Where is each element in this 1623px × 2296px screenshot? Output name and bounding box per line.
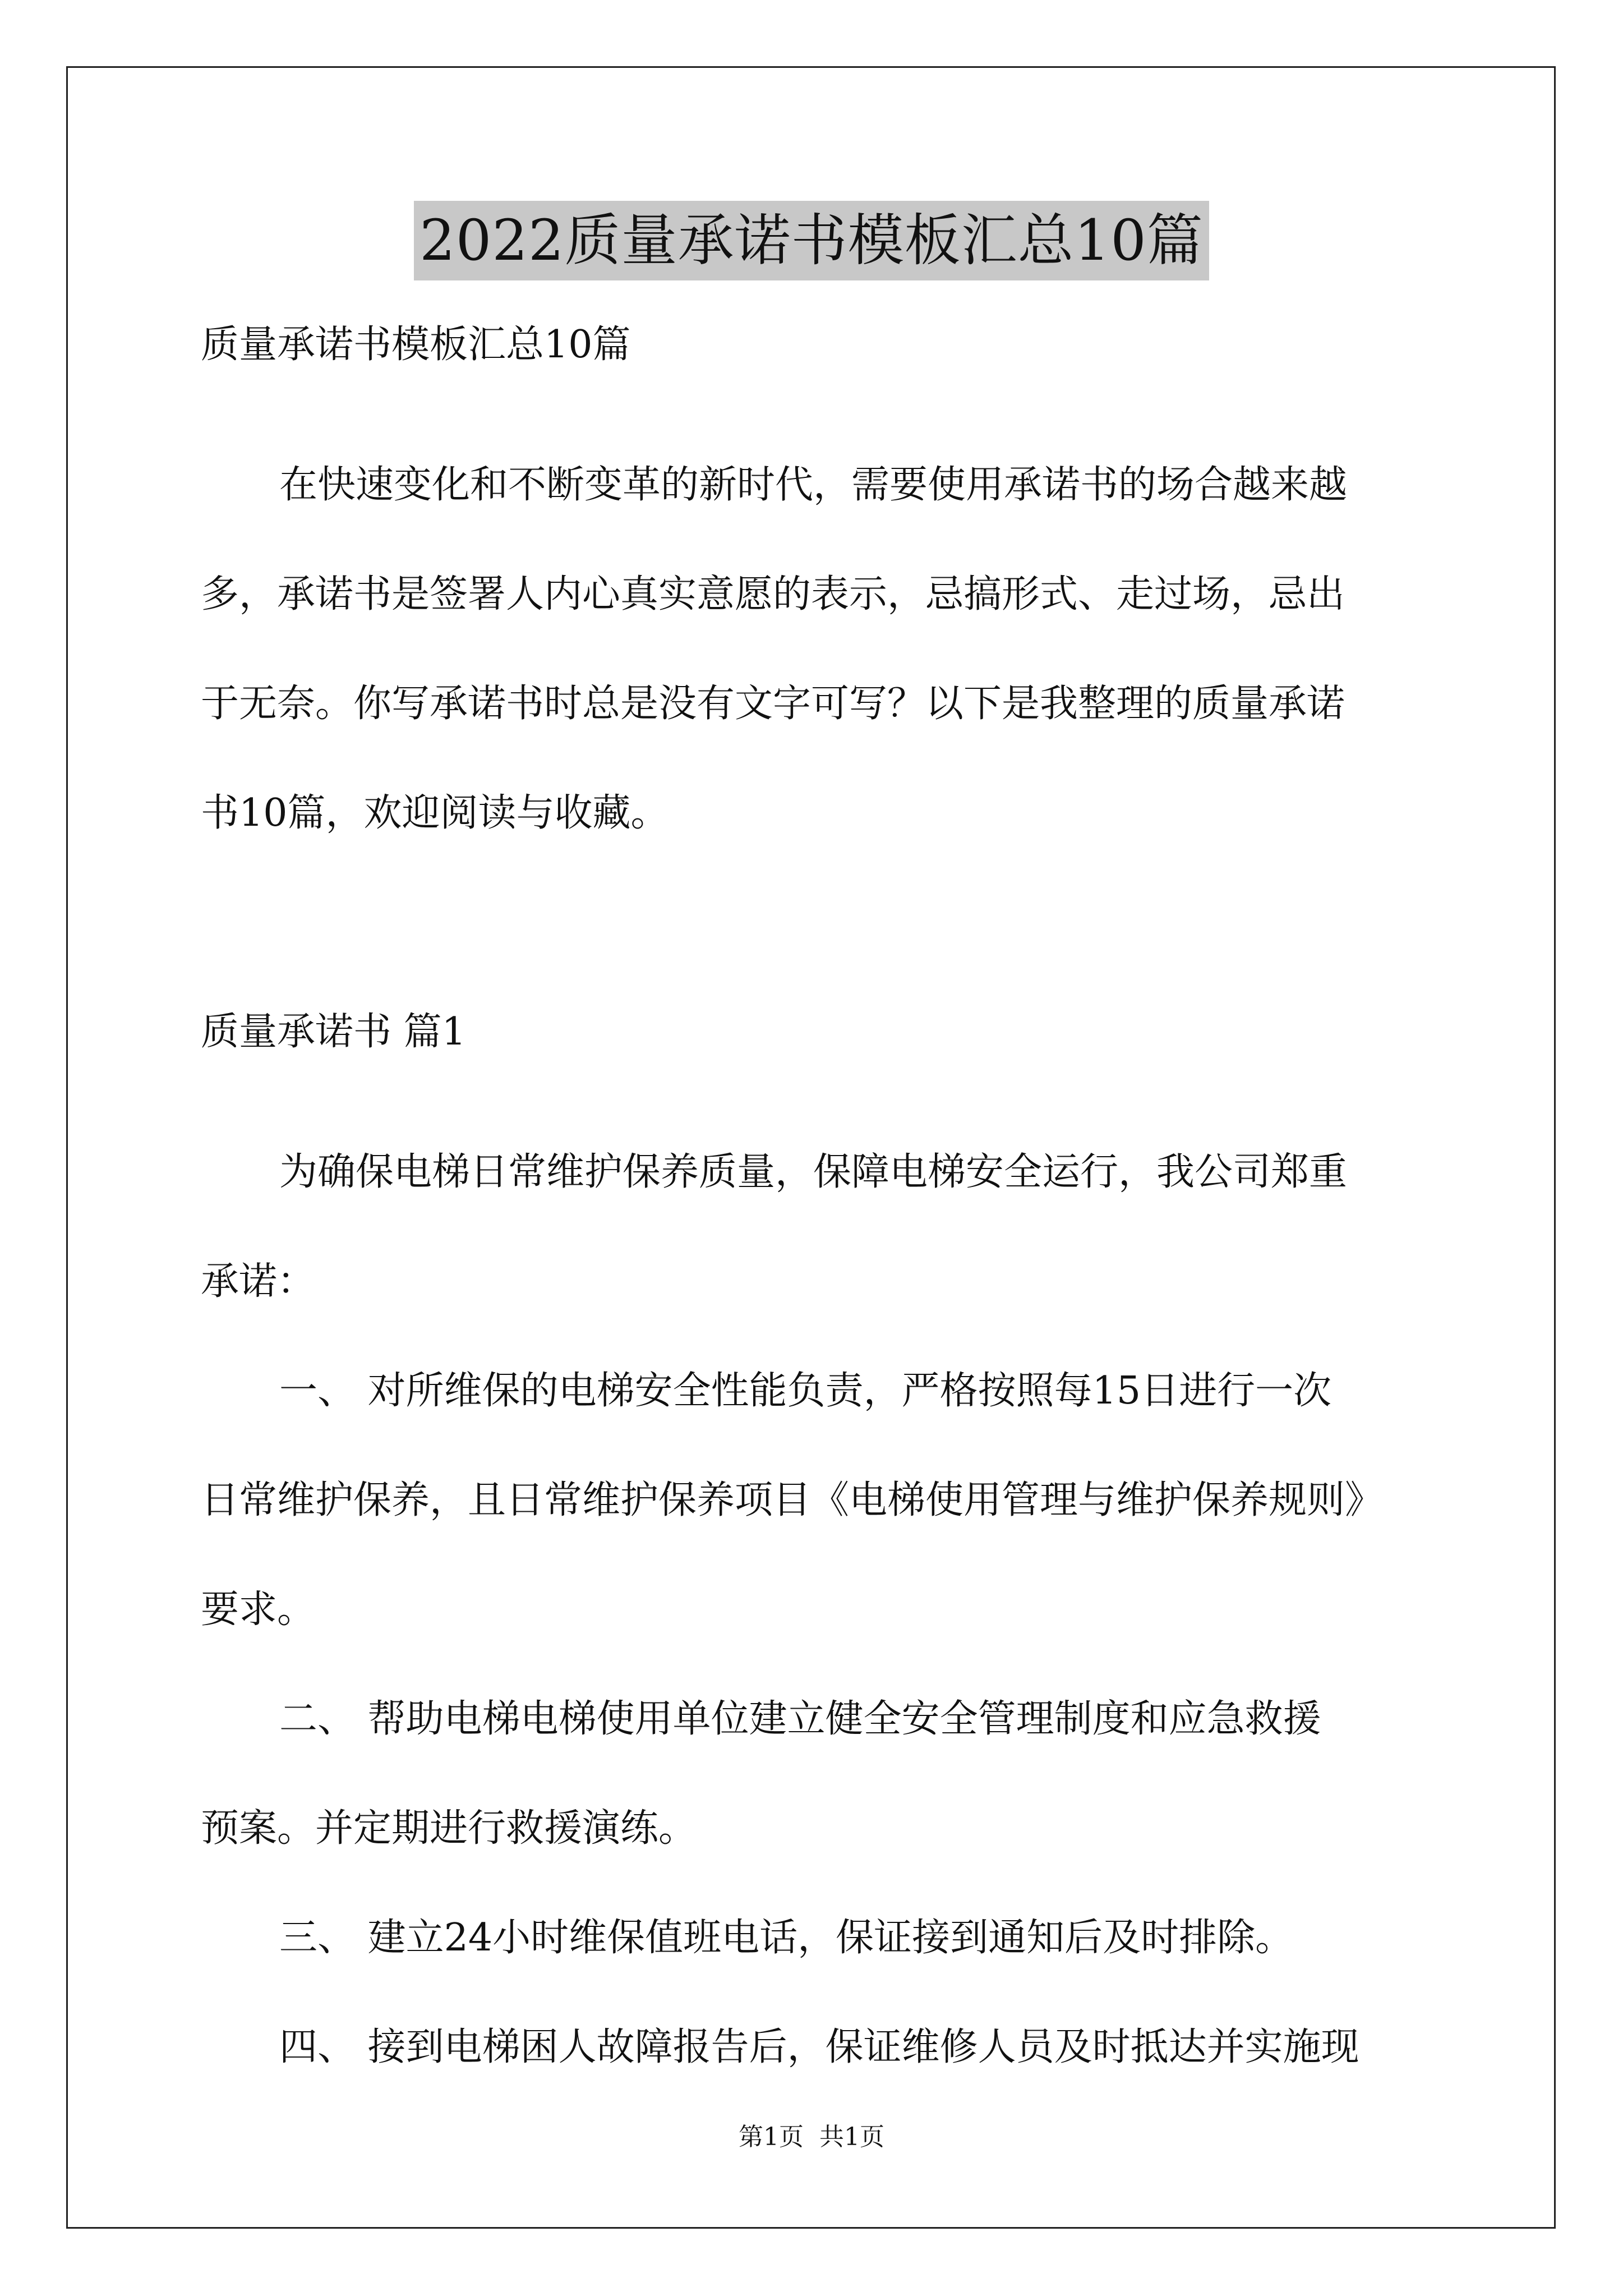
document-title: 2022质量承诺书模板汇总10篇: [414, 201, 1209, 280]
body-line: 日常维护保养，且日常维护保养项目《电梯使用管理与维护保养规则》: [201, 1478, 1384, 1522]
body-line: 为确保电梯日常维护保养质量，保障电梯安全运行，我公司郑重: [279, 1150, 1348, 1194]
intro-line: 于无奈。你写承诺书时总是没有文字可写？以下是我整理的质量承诺: [201, 682, 1345, 726]
intro-line: 多，承诺书是签署人内心真实意愿的表示，忌搞形式、走过场，忌出: [201, 572, 1345, 616]
body-line: 承诺：: [201, 1259, 316, 1304]
body-line: 三、 建立24小时维保值班电话，保证接到通知后及时排除。: [279, 1916, 1294, 1960]
page-footer: 第1页 共1页: [739, 2123, 884, 2151]
body-line: 二、 帮助电梯电梯使用单位建立健全安全管理制度和应急救援: [279, 1697, 1321, 1741]
body-line: 预案。并定期进行救援演练。: [201, 1806, 697, 1851]
intro-line: 在快速变化和不断变革的新时代，需要使用承诺书的场合越来越: [279, 463, 1348, 507]
section-heading: 质量承诺书 篇1: [201, 1010, 466, 1054]
intro-line: 书10篇，欢迎阅读与收藏。: [201, 791, 669, 835]
title-container: [0, 201, 1623, 280]
body-line: 要求。: [201, 1588, 316, 1632]
body-line: 一、 对所维保的电梯安全性能负责，严格按照每15日进行一次: [279, 1369, 1332, 1413]
body-line: 四、 接到电梯困人故障报告后，保证维修人员及时抵达并实施现: [279, 2025, 1359, 2069]
document-subtitle: 质量承诺书模板汇总10篇: [201, 323, 631, 367]
